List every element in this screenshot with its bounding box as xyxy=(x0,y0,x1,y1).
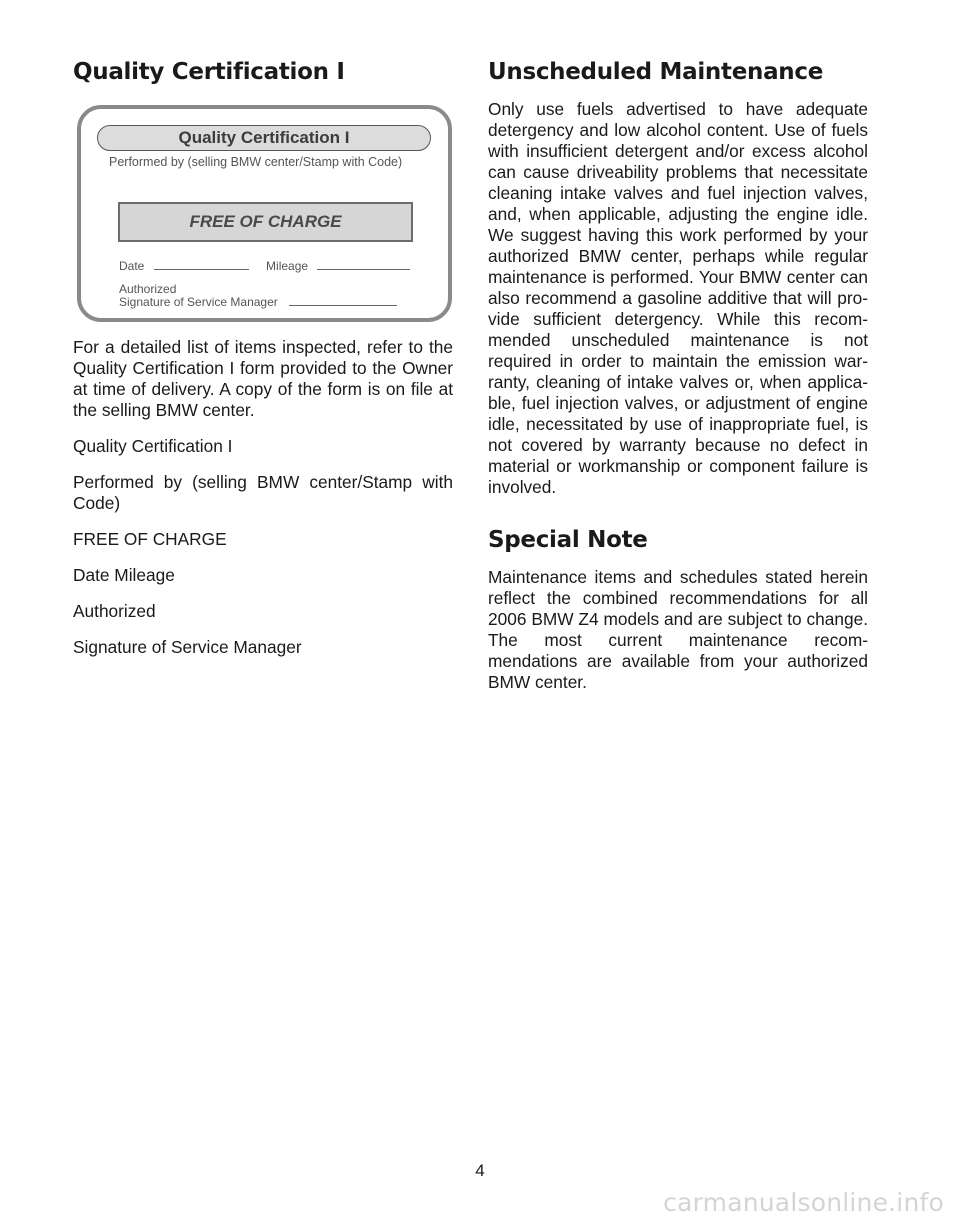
left-column xyxy=(73,58,453,673)
line-quality-certification: Quality Certification I xyxy=(73,436,233,456)
form-performed-by: Performed by (selling BMW center/Stamp with Code) xyxy=(109,155,403,169)
right-column xyxy=(488,58,868,693)
form-date-mileage-row xyxy=(119,259,410,273)
line-date-mileage: Date Mileage xyxy=(73,565,175,585)
page-number: 4 xyxy=(475,1161,485,1180)
watermark: carmanualsonline.info xyxy=(663,1188,944,1217)
form-mileage-line xyxy=(317,269,410,270)
form-signature-line xyxy=(289,305,397,306)
unscheduled-maintenance-paragraph: Only use fuels advertised to have adequate detergency and low alcohol content. Use of fuels with insufficient detergent and/or excess alcohol can cause driveability problems that necessitate cleaning intake valves and fuel injection valves, and, when applicable, adjusting the engine idle. We suggest having this work performed by your authorized BMW center, perhaps while regular maintenance is performed. Your BMW center can also recommend a gasoline additive that will pro-vide sufficient detergency. While this recom-mended unscheduled maintenance is not required in order to maintain the emission war-ranty, cleaning of intake valves or, when applica-ble, fuel injection valves, or adjustment of engine idle, necessitated by use of inappropriate fuel, is not covered by warranty because no defect in material or workmanship or component failure is involved. xyxy=(488,99,868,497)
form-mileage-label: Mileage xyxy=(266,259,309,273)
special-note-heading: Special Note xyxy=(488,527,648,553)
form-title: Quality Certification I xyxy=(97,125,431,151)
special-note-paragraph: Maintenance items and schedules stated herein reflect the combined recommendations for all 2006 BMW Z4 models and are subject to change. The most current maintenance recom-mendations are available from your authorized BMW center. xyxy=(488,567,868,692)
form-authorized-label: Authorized xyxy=(119,282,177,296)
form-free-of-charge: FREE OF CHARGE xyxy=(118,202,413,242)
line-signature: Signature of Service Manager xyxy=(73,637,302,657)
form-authorized-block xyxy=(119,283,397,309)
quality-certification-heading: Quality Certification I xyxy=(73,59,345,85)
quality-certification-form-image xyxy=(77,105,452,322)
line-authorized: Authorized xyxy=(73,601,156,621)
line-free-of-charge: FREE OF CHARGE xyxy=(73,529,227,549)
line-performed-by: Performed by (selling BMW center/Stamp with Code) xyxy=(73,472,453,513)
form-date-label: Date xyxy=(119,259,145,273)
unscheduled-maintenance-heading: Unscheduled Maintenance xyxy=(488,59,824,85)
intro-paragraph: For a detailed list of items inspected, refer to the Quality Certification I form provided to the Owner at time of delivery. A copy of the form is on file at the selling BMW center. xyxy=(73,337,453,420)
left-text xyxy=(73,337,453,658)
form-signature-label: Signature of Service Manager xyxy=(119,295,278,309)
form-date-line xyxy=(154,269,249,270)
